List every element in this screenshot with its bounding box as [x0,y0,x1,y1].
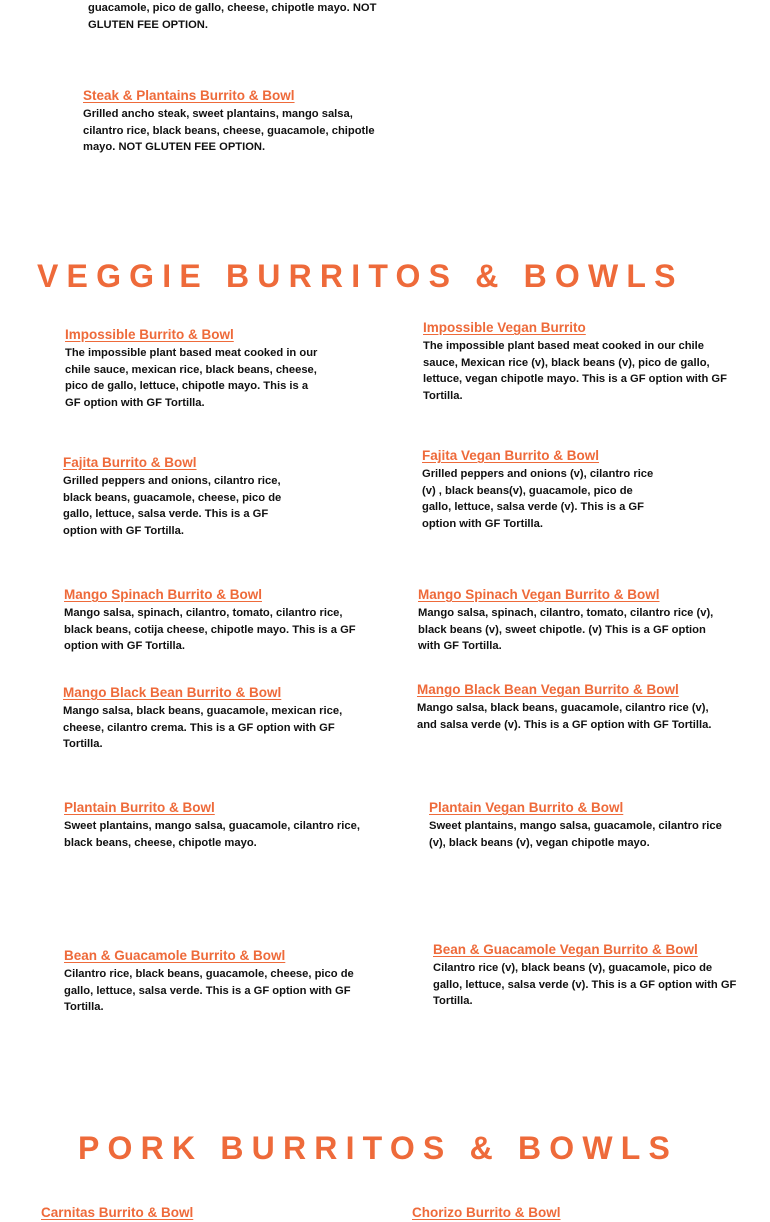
menu-item-title-link[interactable]: Plantain Vegan Burrito & Bowl [429,800,624,815]
menu-item-description: Grilled peppers and onions, cilantro rice, black beans, guacamole, cheese, pico de gallo, lettuce, salsa verde. This is a GF option with GF Tortilla. [63,475,282,537]
menu-item-mango-spinach-vegan [418,586,723,655]
menu-item-title-link[interactable]: Bean & Guacamole Burrito & Bowl [64,948,286,963]
menu-item-title-link[interactable]: Carnitas Burrito & Bowl [41,1205,194,1220]
menu-item-description: Mango salsa, black beans, guacamole, cilantro rice (v), and salsa verde (v). This is a GF option with GF Tortilla. [417,702,712,731]
menu-item-title-link[interactable]: Impossible Burrito & Bowl [65,327,234,342]
menu-item-description: Sweet plantains, mango salsa, guacamole, cilantro rice, black beans, cheese, chipotle mayo. [64,820,360,849]
menu-item-mango-black-bean [63,684,373,753]
menu-item-description: Grilled ancho steak, sweet plantains, mango salsa, cilantro rice, black beans, cheese, guacamole, chipotle mayo. NOT GLUTEN FEE OPTION. [83,108,375,154]
menu-item-title-link[interactable]: Steak & Plantains Burrito & Bowl [83,88,295,103]
section-heading-pork: PORK BURRITOS & BOWLS [78,1130,679,1166]
menu-item-bean-guacamole [64,947,374,1016]
menu-item-description: Mango salsa, black beans, guacamole, mexican rice, cheese, cilantro crema. This is a GF option with GF Tortilla. [63,705,343,751]
menu-item-description: Grilled peppers and onions (v), cilantro rice (v) , black beans(v), guacamole, pico de gallo, lettuce, salsa verde (v). This is a GF option with GF Tortilla. [422,468,654,530]
menu-item-fajita [63,454,291,539]
menu-item-description: Cilantro rice, black beans, guacamole, cheese, pico de gallo, lettuce, salsa verde. This is a GF option with GF Tortilla. [64,968,354,1014]
menu-item-description: The impossible plant based meat cooked in our chile sauce, Mexican rice (v), black beans (v), pico de gallo, lettuce, vegan chipotle mayo. This is a GF option with GF Tortilla. [423,340,727,402]
menu-item-title-link[interactable]: Impossible Vegan Burrito [423,320,586,335]
menu-item-plantain-vegan [429,799,729,851]
menu-item-title-link[interactable]: Mango Black Bean Burrito & Bowl [63,685,282,700]
menu-item-mango-spinach [64,586,374,655]
menu-item-description: The impossible plant based meat cooked in our chile sauce, mexican rice, black beans, cheese, pico de gallo, lettuce, chipotle mayo. This is a GF option with GF Tortilla. [65,347,318,409]
menu-item-steak-plantains [83,87,383,156]
menu-item-mango-black-bean-vegan [417,681,722,733]
section-heading-veggie: VEGGIE BURRITOS & BOWLS [37,258,684,294]
menu-item-impossible-vegan [423,319,738,404]
menu-item-title-link[interactable]: Fajita Vegan Burrito & Bowl [422,448,600,463]
menu-item-description: Sweet plantains, mango salsa, guacamole, cilantro rice (v), black beans (v), vegan chipotle mayo. [429,820,722,849]
menu-item-title-link[interactable]: Mango Spinach Vegan Burrito & Bowl [418,587,660,602]
menu-item-title-link[interactable]: Chorizo Burrito & Bowl [412,1205,561,1220]
menu-item-description: Mango salsa, spinach, cilantro, tomato, cilantro rice, black beans, cotija cheese, chipotle mayo. This is a GF option with GF Tortilla. [64,607,356,653]
menu-item-title-link[interactable]: Mango Spinach Burrito & Bowl [64,587,262,602]
menu-item-top-fragment [88,0,388,33]
menu-item-description: Mango salsa, spinach, cilantro, tomato, cilantro rice (v), black beans (v), sweet chipotle. (v) This is a GF option with GF Tortilla. [418,607,714,653]
menu-item-impossible [65,326,325,411]
menu-item-chorizo [412,1204,712,1222]
menu-item-fajita-vegan [422,447,654,532]
menu-item-bean-guacamole-vegan [433,941,743,1010]
menu-item-title-link[interactable]: Fajita Burrito & Bowl [63,455,197,470]
menu-item-title-link[interactable]: Mango Black Bean Vegan Burrito & Bowl [417,682,679,697]
menu-item-description: Cilantro rice (v), black beans (v), guacamole, pico de gallo, lettuce, salsa verde (v). This is a GF option with GF Tortilla. [433,962,737,1008]
menu-item-title-link[interactable]: Bean & Guacamole Vegan Burrito & Bowl [433,942,698,957]
menu-item-description: guacamole, pico de gallo, cheese, chipotle mayo. NOT GLUTEN FEE OPTION. [88,2,377,31]
menu-item-title-link[interactable]: Plantain Burrito & Bowl [64,800,215,815]
menu-item-carnitas [41,1204,341,1222]
menu-item-plantain [64,799,364,851]
